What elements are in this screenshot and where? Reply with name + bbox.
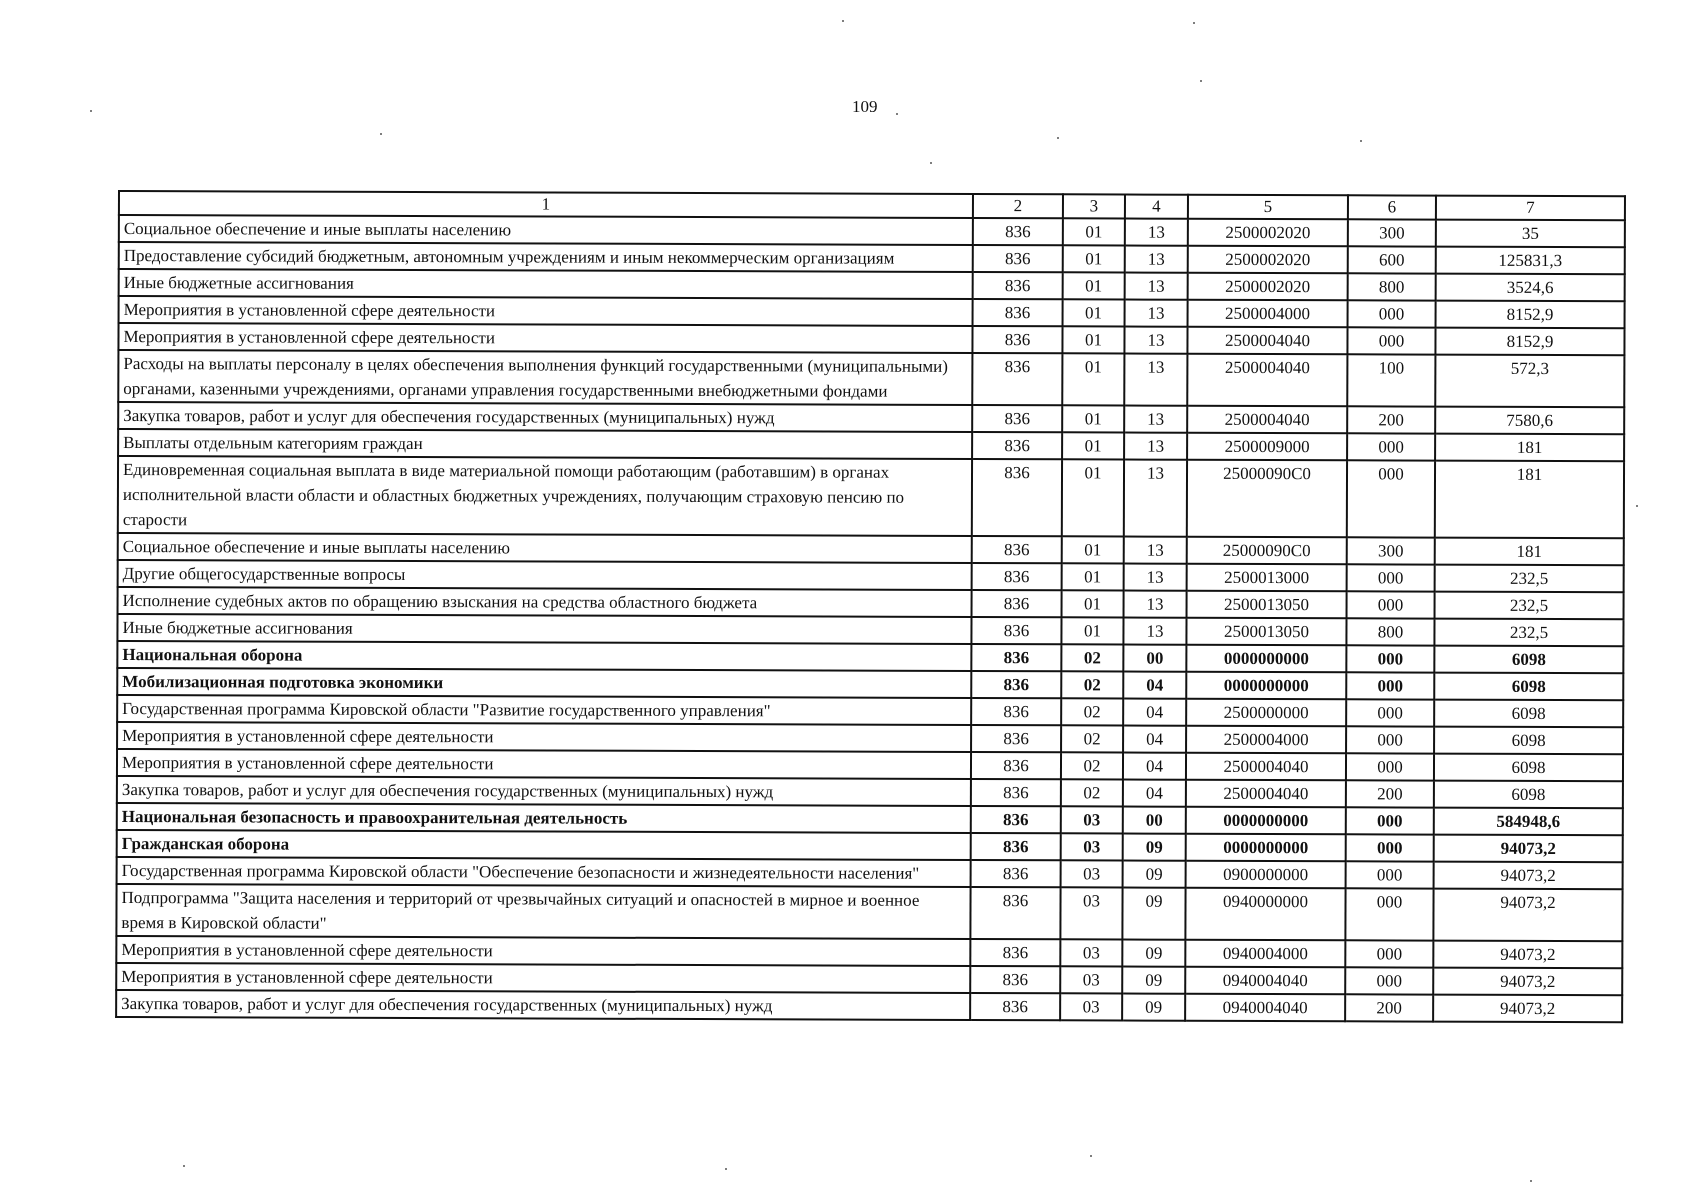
- subsection-code-cell: 09: [1122, 888, 1185, 940]
- subsection-code-cell: 04: [1123, 699, 1186, 726]
- expense-type-cell: 000: [1346, 861, 1434, 888]
- subsection-code-cell: 00: [1123, 807, 1186, 834]
- subsection-code-cell: 09: [1122, 967, 1185, 994]
- ministry-code-cell: 836: [973, 272, 1063, 299]
- scan-speck: [380, 133, 382, 135]
- target-article-cell: 2500004000: [1188, 300, 1348, 328]
- amount-cell: 6098: [1434, 727, 1623, 755]
- expense-type-cell: 000: [1345, 940, 1433, 967]
- section-code-cell: 03: [1060, 993, 1122, 1020]
- header-cell: 7: [1436, 196, 1625, 221]
- item-name-cell: Государственная программа Кировской области "Развитие государственного управления": [117, 695, 971, 725]
- expense-type-cell: 000: [1345, 888, 1433, 940]
- expense-type-cell: 000: [1347, 460, 1435, 537]
- expense-type-cell: 000: [1347, 564, 1435, 591]
- item-name-cell: Закупка товаров, работ и услуг для обеспечения государственных (муниципальных) нужд: [116, 990, 970, 1020]
- section-code-cell: 02: [1061, 779, 1123, 806]
- item-name-cell: Государственная программа Кировской области "Обеспечение безопасности и жизнедеятельности населения": [117, 857, 971, 887]
- target-article-cell: 0000000000: [1186, 807, 1346, 835]
- subsection-code-cell: 13: [1123, 618, 1186, 645]
- item-name-cell: Другие общегосударственные вопросы: [118, 560, 972, 590]
- amount-cell: 584948,6: [1434, 808, 1623, 836]
- ministry-code-cell: 836: [973, 218, 1063, 245]
- subsection-code-cell: 04: [1123, 753, 1186, 780]
- item-name-cell: Мероприятия в установленной сфере деятельности: [119, 296, 973, 326]
- section-code-cell: 03: [1060, 887, 1122, 939]
- subsection-code-cell: 09: [1123, 861, 1186, 888]
- ministry-code-cell: 836: [971, 860, 1061, 887]
- budget-table: [115, 190, 1626, 1023]
- amount-cell: 6098: [1434, 700, 1623, 728]
- scan-speck: [1530, 1180, 1532, 1182]
- target-article-cell: 2500004040: [1187, 406, 1347, 434]
- scan-speck: [1090, 1155, 1092, 1157]
- target-article-cell: 0940004000: [1185, 940, 1345, 968]
- section-code-cell: 01: [1062, 326, 1124, 353]
- target-article-cell: 2500004040: [1186, 753, 1346, 781]
- expense-type-cell: 200: [1346, 780, 1434, 807]
- amount-cell: 6098: [1434, 781, 1623, 809]
- expense-type-cell: 000: [1347, 591, 1435, 618]
- subsection-code-cell: 09: [1122, 994, 1185, 1021]
- item-name-cell: Подпрограмма "Защита населения и территорий от чрезвычайных ситуаций и опасностей в мирное и военное время в Кировской области": [116, 884, 970, 939]
- target-article-cell: 25000090С0: [1187, 460, 1347, 538]
- item-name-cell: Расходы на выплаты персоналу в целях обеспечения выполнения функций государственными (муниципальными) органами, казенными учреждениями, органами управления государственными внебюджетными фондами: [118, 350, 972, 405]
- amount-cell: 3524,6: [1436, 274, 1625, 302]
- item-name-cell: Мероприятия в установленной сфере деятельности: [117, 722, 971, 752]
- target-article-cell: 2500004040: [1186, 780, 1346, 808]
- ministry-code-cell: 836: [971, 752, 1061, 779]
- header-cell: 2: [973, 194, 1063, 218]
- item-name-cell: Закупка товаров, работ и услуг для обеспечения государственных (муниципальных) нужд: [118, 402, 972, 432]
- target-article-cell: 2500002020: [1188, 273, 1348, 301]
- target-article-cell: 0940004040: [1185, 967, 1345, 995]
- ministry-code-cell: 836: [972, 326, 1062, 353]
- ministry-code-cell: 836: [970, 993, 1060, 1020]
- amount-cell: 125831,3: [1436, 247, 1625, 275]
- item-name-cell: Национальная оборона: [117, 641, 971, 671]
- amount-cell: 572,3: [1435, 355, 1624, 408]
- table-row: [116, 884, 1622, 941]
- item-name-cell: Мероприятия в установленной сфере деятельности: [116, 963, 970, 993]
- target-article-cell: 2500004040: [1187, 327, 1347, 355]
- section-code-cell: 03: [1061, 860, 1123, 887]
- target-article-cell: 0940004040: [1185, 994, 1345, 1022]
- ministry-code-cell: 836: [973, 245, 1063, 272]
- expense-type-cell: 000: [1347, 327, 1435, 354]
- ministry-code-cell: 836: [972, 459, 1062, 536]
- expense-type-cell: 200: [1347, 406, 1435, 433]
- expense-type-cell: 000: [1346, 672, 1434, 699]
- amount-cell: 7580,6: [1435, 407, 1624, 435]
- item-name-cell: Закупка товаров, работ и услуг для обеспечения государственных (муниципальных) нужд: [117, 776, 971, 806]
- amount-cell: 232,5: [1434, 619, 1623, 647]
- expense-type-cell: 800: [1348, 273, 1436, 300]
- subsection-code-cell: 13: [1124, 537, 1187, 564]
- expense-type-cell: 000: [1346, 834, 1434, 861]
- expense-type-cell: 200: [1345, 994, 1433, 1021]
- section-code-cell: 01: [1061, 617, 1123, 644]
- subsection-code-cell: 13: [1124, 591, 1187, 618]
- section-code-cell: 01: [1062, 563, 1124, 590]
- item-name-cell: Предоставление субсидий бюджетным, автономным учреждениям и иным некоммерческим организациям: [119, 242, 973, 272]
- expense-type-cell: 000: [1346, 753, 1434, 780]
- subsection-code-cell: 13: [1125, 273, 1188, 300]
- expense-type-cell: 000: [1346, 726, 1434, 753]
- section-code-cell: 01: [1062, 590, 1124, 617]
- amount-cell: 232,5: [1435, 592, 1624, 620]
- expense-type-cell: 100: [1347, 354, 1435, 406]
- table-body: [116, 215, 1625, 1022]
- target-article-cell: 0940000000: [1185, 888, 1345, 941]
- ministry-code-cell: 836: [971, 833, 1061, 860]
- header-cell: 5: [1188, 195, 1348, 220]
- section-code-cell: 01: [1062, 536, 1124, 563]
- expense-type-cell: 800: [1346, 618, 1434, 645]
- section-code-cell: 01: [1063, 245, 1125, 272]
- item-name-cell: Социальное обеспечение и иные выплаты населению: [118, 533, 972, 563]
- ministry-code-cell: 836: [971, 779, 1061, 806]
- subsection-code-cell: 13: [1125, 300, 1188, 327]
- item-name-cell: Исполнение судебных актов по обращению взыскания на средства областного бюджета: [118, 587, 972, 617]
- expense-type-cell: 300: [1348, 219, 1436, 246]
- ministry-code-cell: 836: [972, 536, 1062, 563]
- target-article-cell: 0000000000: [1186, 672, 1346, 700]
- ministry-code-cell: 836: [972, 405, 1062, 432]
- ministry-code-cell: 836: [971, 806, 1061, 833]
- amount-cell: 94073,2: [1433, 889, 1622, 942]
- scan-speck: [183, 1165, 185, 1167]
- subsection-code-cell: 09: [1123, 834, 1186, 861]
- target-article-cell: 2500002020: [1188, 219, 1348, 247]
- subsection-code-cell: 13: [1124, 406, 1187, 433]
- ministry-code-cell: 836: [970, 939, 1060, 966]
- section-code-cell: 03: [1061, 833, 1123, 860]
- ministry-code-cell: 836: [973, 299, 1063, 326]
- subsection-code-cell: 13: [1124, 460, 1187, 537]
- scan-speck: [1200, 80, 1202, 82]
- expense-type-cell: 000: [1346, 645, 1434, 672]
- target-article-cell: 2500002020: [1188, 246, 1348, 274]
- amount-cell: 181: [1435, 461, 1624, 539]
- target-article-cell: 2500013050: [1187, 591, 1347, 619]
- ministry-code-cell: 836: [972, 353, 1062, 405]
- target-article-cell: 25000090С0: [1187, 537, 1347, 565]
- target-article-cell: 2500000000: [1186, 699, 1346, 727]
- section-code-cell: 03: [1060, 966, 1122, 993]
- item-name-cell: Выплаты отдельным категориям граждан: [118, 429, 972, 459]
- ministry-code-cell: 836: [971, 617, 1061, 644]
- amount-cell: 94073,2: [1434, 835, 1623, 863]
- ministry-code-cell: 836: [972, 432, 1062, 459]
- target-article-cell: 0000000000: [1186, 645, 1346, 673]
- amount-cell: 232,5: [1435, 565, 1624, 593]
- item-name-cell: Иные бюджетные ассигнования: [117, 614, 971, 644]
- header-cell: 6: [1348, 195, 1436, 219]
- amount-cell: 94073,2: [1434, 862, 1623, 890]
- section-code-cell: 01: [1063, 218, 1125, 245]
- item-name-cell: Мероприятия в установленной сфере деятельности: [116, 936, 970, 966]
- section-code-cell: 01: [1062, 432, 1124, 459]
- target-article-cell: 2500013050: [1186, 618, 1346, 646]
- target-article-cell: 2500004040: [1187, 354, 1347, 407]
- item-name-cell: Социальное обеспечение и иные выплаты населению: [119, 215, 973, 245]
- ministry-code-cell: 836: [972, 590, 1062, 617]
- scan-speck: [90, 110, 92, 112]
- amount-cell: 6098: [1434, 754, 1623, 782]
- ministry-code-cell: 836: [972, 563, 1062, 590]
- target-article-cell: 0900000000: [1186, 861, 1346, 889]
- item-name-cell: Гражданская оборона: [117, 830, 971, 860]
- amount-cell: 8152,9: [1435, 328, 1624, 356]
- subsection-code-cell: 13: [1124, 433, 1187, 460]
- scan-speck: [1193, 22, 1195, 24]
- subsection-code-cell: 13: [1124, 564, 1187, 591]
- amount-cell: 8152,9: [1436, 301, 1625, 329]
- expense-type-cell: 000: [1345, 967, 1433, 994]
- page-number: 109: [852, 97, 878, 116]
- amount-cell: 94073,2: [1433, 995, 1622, 1023]
- item-name-cell: Национальная безопасность и правоохранительная деятельность: [117, 803, 971, 833]
- amount-cell: 6098: [1434, 646, 1623, 674]
- target-article-cell: 2500009000: [1187, 433, 1347, 461]
- subsection-code-cell: 04: [1123, 726, 1186, 753]
- amount-cell: 181: [1435, 538, 1624, 566]
- ministry-code-cell: 836: [971, 725, 1061, 752]
- section-code-cell: 03: [1061, 806, 1123, 833]
- scan-speck: [725, 1168, 727, 1170]
- subsection-code-cell: 04: [1123, 672, 1186, 699]
- amount-cell: 181: [1435, 434, 1624, 462]
- scan-speck: [896, 113, 898, 115]
- table-row: [118, 456, 1624, 538]
- subsection-code-cell: 13: [1124, 327, 1187, 354]
- ministry-code-cell: 836: [970, 966, 1060, 993]
- amount-cell: 35: [1436, 220, 1625, 248]
- scan-speck: [930, 162, 932, 164]
- section-code-cell: 03: [1060, 939, 1122, 966]
- expense-type-cell: 300: [1347, 537, 1435, 564]
- subsection-code-cell: 04: [1123, 780, 1186, 807]
- section-code-cell: 01: [1062, 405, 1124, 432]
- expense-type-cell: 000: [1346, 699, 1434, 726]
- header-cell: 4: [1125, 195, 1188, 219]
- expense-type-cell: 600: [1348, 246, 1436, 273]
- target-article-cell: 0000000000: [1186, 834, 1346, 862]
- header-cell: 1: [119, 191, 973, 218]
- header-cell: 3: [1063, 194, 1125, 218]
- table-row: [116, 990, 1622, 1022]
- item-name-cell: Единовременная социальная выплата в виде материальной помощи работающим (работавшим) в органах исполнительной власти области и областных бюджетных учреждениях, получающим страховую пенсию по старости: [118, 456, 972, 536]
- subsection-code-cell: 13: [1125, 246, 1188, 273]
- expense-type-cell: 000: [1347, 433, 1435, 460]
- section-code-cell: 02: [1061, 644, 1123, 671]
- scan-speck: [1057, 137, 1059, 139]
- item-name-cell: Иные бюджетные ассигнования: [119, 269, 973, 299]
- section-code-cell: 02: [1061, 671, 1123, 698]
- ministry-code-cell: 836: [971, 698, 1061, 725]
- table-row: [118, 350, 1624, 407]
- section-code-cell: 02: [1061, 698, 1123, 725]
- section-code-cell: 01: [1063, 272, 1125, 299]
- ministry-code-cell: 836: [971, 671, 1061, 698]
- ministry-code-cell: 836: [970, 887, 1060, 939]
- section-code-cell: 01: [1062, 353, 1124, 405]
- expense-type-cell: 000: [1346, 807, 1434, 834]
- amount-cell: 94073,2: [1433, 941, 1622, 969]
- ministry-code-cell: 836: [971, 644, 1061, 671]
- subsection-code-cell: 09: [1122, 940, 1185, 967]
- section-code-cell: 01: [1062, 459, 1124, 536]
- subsection-code-cell: 13: [1125, 219, 1188, 246]
- target-article-cell: 2500004000: [1186, 726, 1346, 754]
- section-code-cell: 02: [1061, 752, 1123, 779]
- item-name-cell: Мероприятия в установленной сфере деятельности: [118, 323, 972, 353]
- section-code-cell: 01: [1063, 299, 1125, 326]
- amount-cell: 94073,2: [1433, 968, 1622, 996]
- section-code-cell: 02: [1061, 725, 1123, 752]
- expense-type-cell: 000: [1348, 300, 1436, 327]
- scan-speck: [1636, 505, 1638, 507]
- amount-cell: 6098: [1434, 673, 1623, 701]
- item-name-cell: Мероприятия в установленной сфере деятельности: [117, 749, 971, 779]
- scan-speck: [842, 20, 844, 22]
- item-name-cell: Мобилизационная подготовка экономики: [117, 668, 971, 698]
- subsection-code-cell: 13: [1124, 354, 1187, 406]
- scan-speck: [1360, 140, 1362, 142]
- target-article-cell: 2500013000: [1187, 564, 1347, 592]
- subsection-code-cell: 00: [1123, 645, 1186, 672]
